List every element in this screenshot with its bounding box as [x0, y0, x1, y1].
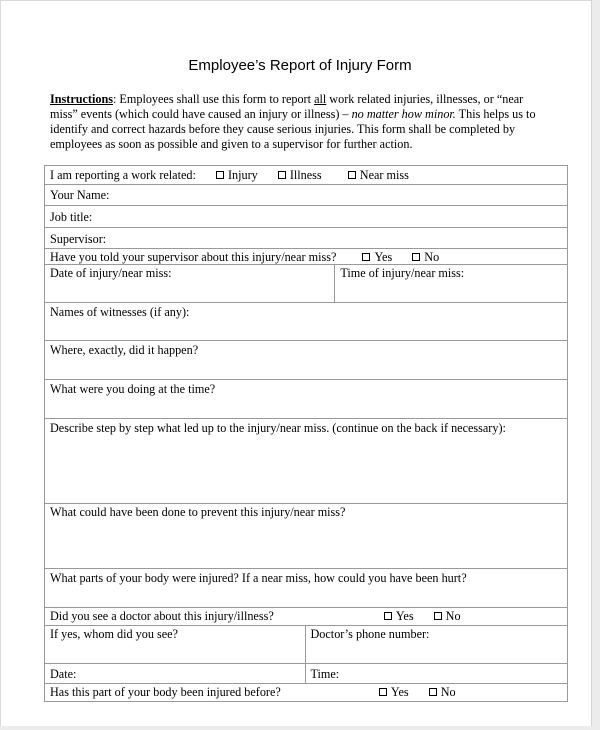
near-miss-option[interactable] [348, 168, 409, 183]
near-miss-option-label: Near miss [359, 168, 409, 182]
injured-before-no-label: No [440, 685, 456, 699]
injury-report-table [44, 165, 568, 702]
date-of-injury-field[interactable] [45, 265, 335, 303]
injury-option[interactable] [216, 168, 258, 183]
reporting-type-label: I am reporting a work related: [50, 168, 196, 182]
told-supervisor-no-checkbox[interactable] [412, 253, 420, 261]
prevent-row [45, 504, 568, 569]
doctor-no-checkbox[interactable] [434, 612, 442, 620]
body-parts-field[interactable] [45, 569, 568, 608]
instructions-label: Instructions [50, 92, 113, 106]
witnesses-field[interactable] [45, 303, 568, 341]
instructions-emphasis: no matter how minor. [351, 107, 456, 121]
doctor-label: Did you see a doctor about this injury/illness? [50, 609, 274, 623]
injury-checkbox[interactable] [216, 171, 224, 179]
prevent-field[interactable] [45, 504, 568, 569]
body-parts-row [45, 569, 568, 608]
supervisor-row [45, 228, 568, 249]
doctor-no-option[interactable] [434, 609, 461, 624]
doing-row [45, 380, 568, 419]
doctor-yes-checkbox[interactable] [384, 612, 392, 620]
told-supervisor-yes-option[interactable] [362, 250, 392, 264]
injured-before-row [45, 684, 568, 702]
time-of-injury-label: Time of injury/near miss: [340, 266, 465, 280]
job-title-row [45, 206, 568, 228]
witnesses-row [45, 303, 568, 341]
doctor-cell [45, 608, 568, 626]
illness-option[interactable] [278, 168, 322, 183]
instructions-text-2: work related injuries, illnesses, or “near miss” events (which could have caused an injury or illness) – [50, 92, 524, 121]
doctor-row [45, 608, 568, 626]
injured-before-cell [45, 684, 568, 702]
describe-field[interactable] [45, 419, 568, 504]
doing-field[interactable] [45, 380, 568, 419]
instructions-paragraph [50, 92, 550, 152]
doctor-yes-label: Yes [395, 609, 414, 623]
told-supervisor-label: Have you told your supervisor about this injury/near miss? [50, 250, 337, 264]
whom-row [45, 626, 568, 664]
doctor-yes-option[interactable] [384, 609, 414, 624]
told-supervisor-yes-label: Yes [374, 250, 393, 264]
told-supervisor-no-option[interactable] [412, 250, 439, 264]
describe-row [45, 419, 568, 504]
injury-option-label: Injury [227, 168, 258, 182]
told-supervisor-yes-checkbox[interactable] [362, 253, 370, 261]
time-field[interactable] [305, 664, 568, 684]
doing-label: What were you doing at the time? [50, 382, 216, 396]
illness-option-label: Illness [289, 168, 322, 182]
describe-label: Describe step by step what led up to the injury/near miss. (continue on the back if necessary): [50, 421, 506, 435]
injured-before-no-option[interactable] [429, 685, 456, 700]
witnesses-label: Names of witnesses (if any): [50, 305, 190, 319]
time-label: Time: [310, 667, 340, 681]
page-scroll-edge [591, 0, 600, 730]
where-row [45, 341, 568, 380]
told-supervisor-no-label: No [424, 250, 440, 264]
job-title-label: Job title: [50, 210, 93, 224]
illness-checkbox[interactable] [278, 171, 286, 179]
where-label: Where, exactly, did it happen? [50, 343, 199, 357]
instructions-all: all [314, 92, 327, 106]
near-miss-checkbox[interactable] [348, 171, 356, 179]
injured-before-yes-option[interactable] [379, 685, 409, 700]
doctor-phone-label: Doctor’s phone number: [310, 627, 430, 641]
injured-before-label: Has this part of your body been injured before? [50, 685, 281, 699]
whom-label: If yes, whom did you see? [50, 627, 178, 641]
date-label: Date: [50, 667, 77, 681]
your-name-label: Your Name: [50, 188, 110, 202]
body-parts-label: What parts of your body were injured? If a near miss, how could you have been hurt? [50, 571, 467, 585]
reporting-type-row [45, 166, 568, 185]
injured-before-yes-label: Yes [390, 685, 409, 699]
whom-field[interactable] [45, 626, 306, 664]
injured-before-no-checkbox[interactable] [429, 688, 437, 696]
told-supervisor-cell [45, 249, 568, 265]
your-name-row [45, 185, 568, 206]
your-name-field[interactable] [45, 185, 568, 206]
where-field[interactable] [45, 341, 568, 380]
doctor-phone-field[interactable] [305, 626, 568, 664]
job-title-field[interactable] [45, 206, 568, 228]
form-title: Employee’s Report of Injury Form [188, 57, 412, 74]
supervisor-field[interactable] [45, 228, 568, 249]
time-of-injury-field[interactable] [335, 265, 568, 303]
instructions-text-1: Employees shall use this form to report [116, 92, 315, 106]
instructions-text-3: This helps us to identify and correct hazards before they cause serious injuries. This form shall be completed by employees as soon as possible and given to a supervisor for further action. [50, 107, 536, 151]
page-bottom-edge [0, 726, 600, 730]
supervisor-label: Supervisor: [50, 232, 107, 246]
injured-before-yes-checkbox[interactable] [379, 688, 387, 696]
prevent-label: What could have been done to prevent this injury/near miss? [50, 505, 346, 519]
date-of-injury-label: Date of injury/near miss: [50, 266, 172, 280]
reporting-type-cell [45, 166, 568, 185]
date-field[interactable] [45, 664, 306, 684]
date-row [45, 664, 568, 684]
instructions-colon: : [112, 92, 117, 106]
date-time-row [45, 265, 568, 303]
doctor-no-label: No [445, 609, 461, 623]
told-supervisor-row [45, 249, 568, 265]
